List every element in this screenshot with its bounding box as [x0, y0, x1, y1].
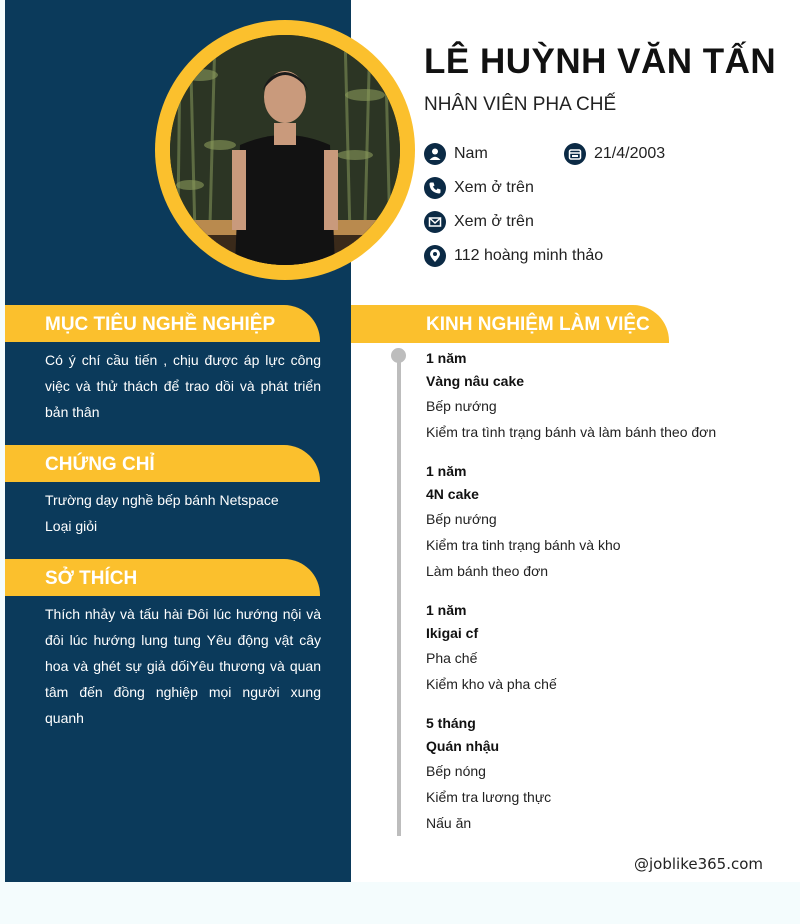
mail-icon: [424, 211, 446, 233]
experience-duration: 5 tháng: [426, 715, 476, 731]
certificates-section-header: [5, 445, 320, 482]
timeline-dot: [391, 348, 406, 363]
experience-heading: KINH NGHIỆM LÀM VIỆC: [426, 314, 650, 335]
hobbies-heading: SỞ THÍCH: [45, 568, 138, 589]
experience-line: Bếp nóng: [426, 763, 486, 779]
experience-line: Kiểm kho và pha chế: [426, 676, 557, 692]
experience-line: Làm bánh theo đơn: [426, 563, 549, 579]
phone-value: Xem ở trên: [454, 179, 534, 196]
experience-item: [426, 599, 557, 697]
experience-duration: 1 năm: [426, 463, 467, 479]
cv-page: [5, 0, 800, 882]
phone-row: [424, 177, 534, 199]
experience-company: Quán nhậu: [426, 738, 500, 754]
phone-icon: [424, 177, 446, 199]
certificates-list: [45, 487, 321, 539]
address-row: [424, 245, 603, 267]
hobbies-text: Thích nhảy và tấu hài Đôi lúc hướng nội và đôi lúc hướng lung tung Yêu động vật cây hoa và ghét sự giả dốiYêu thương và quan tâm đến đồng nghiệp mọi người xung quanh: [45, 606, 321, 726]
experience-company: Vàng nâu cake: [426, 373, 525, 389]
gender-value: Nam: [454, 145, 488, 162]
calendar-icon: [564, 143, 586, 165]
full-name: LÊ HUỲNH VĂN TẤN: [424, 42, 777, 81]
experience-line: Kiểm tra tình trạng bánh và làm bánh theo đơn: [426, 424, 717, 440]
experience-item: [426, 460, 621, 584]
experience-item: [426, 347, 716, 445]
experience-line: Kiểm tra tinh trạng bánh và kho: [426, 537, 621, 553]
experience-duration: 1 năm: [426, 602, 467, 618]
experience-company: 4N cake: [426, 486, 479, 502]
gender-row: [424, 143, 488, 165]
watermark: @joblike365.com: [634, 855, 764, 873]
email-value: Xem ở trên: [454, 213, 534, 230]
goal-text: Có ý chí cầu tiến , chịu được áp lực công việc và thử thách để trao dồi và phát triển bản thân: [45, 352, 321, 420]
birthday-value: 21/4/2003: [594, 145, 666, 162]
profile-photo: [170, 35, 400, 265]
timeline-line: [397, 355, 401, 836]
experience-duration: 1 năm: [426, 350, 467, 366]
experience-item: [426, 712, 551, 836]
profile-photo-image: [170, 35, 400, 265]
experience-company: Ikigai cf: [426, 625, 479, 641]
experience-section-header: [351, 305, 669, 343]
goal-heading: MỤC TIÊU NGHỀ NGHIỆP: [45, 314, 276, 335]
user-icon: [424, 143, 446, 165]
certificates-heading: CHỨNG CHỈ: [45, 454, 155, 475]
job-title: NHÂN VIÊN PHA CHẾ: [424, 94, 617, 115]
birthday-row: [564, 143, 665, 165]
certificate-line: Loại giỏi: [45, 518, 98, 534]
experience-line: Pha chế: [426, 650, 478, 666]
address-value: 112 hoàng minh thảo: [454, 247, 604, 264]
location-icon: [424, 245, 446, 267]
certificate-line: Trường dạy nghề bếp bánh Netspace: [45, 492, 279, 508]
experience-line: Kiểm tra lương thực: [426, 789, 552, 805]
email-row: [424, 211, 534, 233]
hobbies-section-header: [5, 559, 320, 596]
experience-line: Bếp nướng: [426, 398, 497, 414]
goal-section-header: [5, 305, 320, 342]
experience-line: Bếp nướng: [426, 511, 497, 527]
experience-line: Nấu ăn: [426, 815, 472, 831]
